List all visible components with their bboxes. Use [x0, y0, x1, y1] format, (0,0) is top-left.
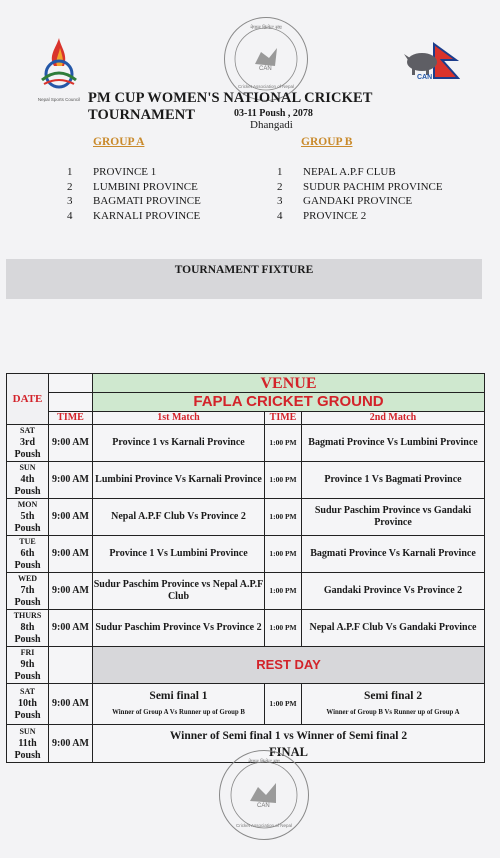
date-cell: SUN 4th Poush	[7, 462, 49, 499]
time-cell: 1:00 PM	[265, 610, 302, 647]
nepal-sports-council-logo	[32, 36, 86, 102]
list-item: 4 PROVINCE 2	[277, 209, 367, 222]
time-cell: 1:00 PM	[265, 536, 302, 573]
time-cell: 9:00 AM	[49, 725, 93, 763]
time-cell: 1:00 PM	[265, 499, 302, 536]
time-cell: 1:00 PM	[265, 573, 302, 610]
match-cell: Bagmati Province Vs Lumbini Province	[302, 425, 485, 462]
time-cell: 1:00 PM	[265, 462, 302, 499]
can-logo	[404, 42, 460, 86]
list-item: 1 PROVINCE 1	[67, 166, 157, 178]
tournament-title: PM CUP WOMEN'S NATIONAL CRICKET TOURNAMENT	[88, 90, 373, 123]
fixture-table	[6, 373, 485, 763]
match-cell: Nepal A.P.F Club Vs Gandaki Province	[302, 610, 485, 647]
table-row	[7, 647, 485, 684]
stamp-top-text: नेपाल क्रिकेट संघ	[248, 759, 280, 765]
association-stamp-bottom	[219, 750, 309, 840]
association-stamp-top	[224, 17, 308, 101]
table-row	[7, 374, 485, 393]
table-row	[7, 684, 485, 725]
final-cell: Winner of Semi final 1 vs Winner of Semi final 2 FINAL	[93, 725, 485, 763]
date-cell: FRI 9th Poush	[7, 647, 49, 684]
date-header: DATE	[7, 374, 49, 425]
first-match-header: 1st Match	[93, 412, 265, 425]
time-header: TIME	[49, 412, 93, 425]
date-cell: WED 7th Poush	[7, 573, 49, 610]
date-cell: TUE 6th Poush	[7, 536, 49, 573]
table-row	[7, 499, 485, 536]
venue-header: VENUE	[93, 374, 485, 393]
time-cell: 9:00 AM	[49, 499, 93, 536]
rest-day-cell: REST DAY	[93, 647, 485, 684]
list-item: 1 NEPAL A.P.F CLUB	[277, 166, 396, 178]
table-row	[7, 573, 485, 610]
match-cell: Province 1 vs Karnali Province	[93, 425, 265, 462]
list-item: 4 KARNALI PROVINCE	[67, 209, 201, 222]
time-cell: 9:00 AM	[49, 610, 93, 647]
second-match-header: 2nd Match	[302, 412, 485, 425]
semi-final-1-cell: Semi final 1 Winner of Group A Vs Runner up of Group B	[93, 684, 265, 725]
stamp-center-text: CAN	[257, 803, 270, 809]
date-cell: SAT 3rd Poush	[7, 425, 49, 462]
table-row	[7, 412, 485, 425]
match-cell: Bagmati Province Vs Karnali Province	[302, 536, 485, 573]
match-cell: Nepal A.P.F Club Vs Province 2	[93, 499, 265, 536]
list-item: 3 BAGMATI PROVINCE	[67, 195, 201, 207]
table-row	[7, 610, 485, 647]
time-cell: 9:00 AM	[49, 684, 93, 725]
time-cell: 9:00 AM	[49, 425, 93, 462]
date-cell: MON 5th Poush	[7, 499, 49, 536]
list-item: 2 LUMBINI PROVINCE	[67, 180, 198, 193]
time-cell: 9:00 AM	[49, 573, 93, 610]
tournament-place: Dhangadi	[250, 119, 293, 131]
match-cell: Gandaki Province Vs Province 2	[302, 573, 485, 610]
match-cell: Sudur Paschim Province vs Gandaki Province	[302, 499, 485, 536]
match-cell: Lumbini Province Vs Karnali Province	[93, 462, 265, 499]
time-header-2: TIME	[265, 412, 302, 425]
time-cell: 9:00 AM	[49, 462, 93, 499]
stamp-center-text: CAN	[259, 66, 272, 72]
date-cell: THURS 8th Poush	[7, 610, 49, 647]
table-row	[7, 393, 485, 412]
time-cell: 1:00 PM	[265, 684, 302, 725]
semi-final-2-cell: Semi final 2 Winner of Group B Vs Runner up of Group A	[302, 684, 485, 725]
table-row	[7, 536, 485, 573]
logo-caption: Nepal Sports Council	[37, 97, 81, 102]
date-cell: SAT 10th Poush	[7, 684, 49, 725]
tournament-dates: 03-11 Poush , 2078	[234, 108, 313, 119]
date-cell: SUN 11th Poush	[7, 725, 49, 763]
group-b-heading: GROUP B	[301, 136, 353, 148]
match-cell: Sudur Paschim Province Vs Province 2	[93, 610, 265, 647]
table-row	[7, 462, 485, 499]
can-logo-text: CAN	[417, 74, 433, 81]
list-item: 3 GANDAKI PROVINCE	[277, 195, 413, 207]
stamp-bottom-text: Cricket Association of Nepal	[237, 84, 295, 89]
group-a-heading: GROUP A	[93, 136, 145, 148]
stamp-bottom-text: Cricket Association of Nepal	[235, 823, 293, 828]
ground-name: FAPLA CRICKET GROUND	[93, 393, 485, 412]
group-b-list	[277, 165, 487, 223]
time-cell: 1:00 PM	[265, 425, 302, 462]
match-cell: Sudur Paschim Province vs Nepal A.P.F Club	[93, 573, 265, 610]
match-cell: Province 1 Vs Bagmati Province	[302, 462, 485, 499]
list-item: 2 SUDUR PACHIM PROVINCE	[277, 180, 443, 193]
match-cell: Province 1 Vs Lumbini Province	[93, 536, 265, 573]
time-cell: 9:00 AM	[49, 536, 93, 573]
fixture-heading: TOURNAMENT FIXTURE	[174, 264, 314, 276]
table-row	[7, 425, 485, 462]
group-a-list	[67, 165, 267, 223]
stamp-top-text: नेपाल क्रिकेट संघ	[250, 25, 282, 31]
